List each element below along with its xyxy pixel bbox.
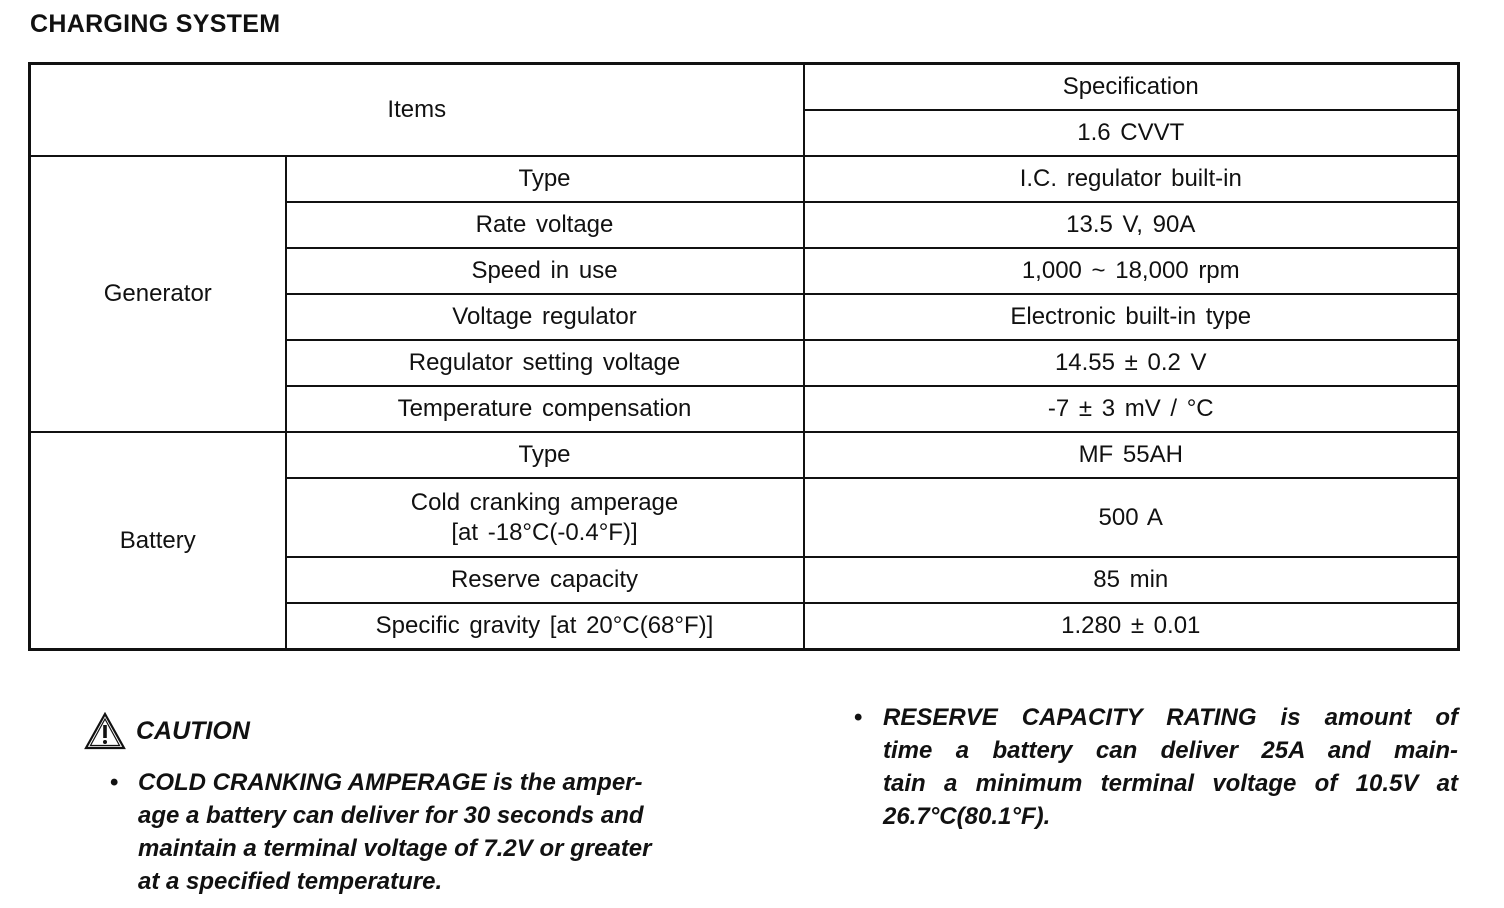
item-cell: Speed in use — [286, 248, 804, 294]
group-label-generator: Generator — [30, 156, 286, 432]
note-text-line: RESERVE CAPACITY RATING is amount of — [883, 704, 1458, 731]
item-cell: Voltage regulator — [286, 294, 804, 340]
spec-cell: 500 A — [804, 478, 1459, 557]
item-cell: Type — [286, 432, 804, 478]
caution-title: CAUTION — [136, 716, 250, 745]
spec-cell: -7 ± 3 mV / °C — [804, 386, 1459, 432]
caution-text-line: maintain a terminal voltage of 7.2V or greater — [138, 835, 652, 862]
spec-cell: 85 min — [804, 557, 1459, 603]
item-cell-line: [at -18°C(-0.4°F)] — [451, 518, 638, 546]
reserve-capacity-note — [852, 701, 1458, 833]
note-text-line: 26.7°C(80.1°F). — [883, 803, 1051, 830]
note-bullet-item — [852, 701, 1458, 833]
items-header: Items — [30, 64, 804, 157]
spec-cell: 14.55 ± 0.2 V — [804, 340, 1459, 386]
spec-cell: Electronic built-in type — [804, 294, 1459, 340]
item-cell: Specific gravity [at 20°C(68°F)] — [286, 603, 804, 650]
note-text-line: tain a minimum terminal voltage of 10.5V at — [883, 770, 1458, 797]
engine-header: 1.6 CVVT — [804, 110, 1459, 156]
bullet-marker: • — [854, 704, 863, 731]
spec-cell: MF 55AH — [804, 432, 1459, 478]
item-cell: Temperature compensation — [286, 386, 804, 432]
warning-triangle-icon — [84, 712, 126, 750]
charging-system-table — [28, 62, 1460, 651]
caution-text-line: COLD CRANKING AMPERAGE is the amper- — [138, 769, 643, 796]
page-title: CHARGING SYSTEM — [30, 10, 281, 38]
caution-bullet-item — [84, 766, 718, 898]
table-row — [30, 432, 1459, 478]
specification-header: Specification — [804, 64, 1459, 111]
item-cell — [286, 478, 804, 557]
spec-cell: 1.280 ± 0.01 — [804, 603, 1459, 650]
caution-heading — [84, 712, 724, 750]
bullet-marker: • — [110, 769, 119, 796]
caution-text-line: age a battery can deliver for 30 seconds and — [138, 802, 644, 829]
item-cell-line: Cold cranking amperage — [410, 488, 679, 516]
caution-text-line: at a specified temperature. — [138, 868, 443, 895]
item-cell: Rate voltage — [286, 202, 804, 248]
item-cell: Type — [286, 156, 804, 202]
table-row — [30, 156, 1459, 202]
group-label-battery: Battery — [30, 432, 286, 650]
note-text-line: time a battery can deliver 25A and main- — [883, 737, 1458, 764]
item-cell: Regulator setting voltage — [286, 340, 804, 386]
item-cell: Reserve capacity — [286, 557, 804, 603]
spec-cell: 13.5 V, 90A — [804, 202, 1459, 248]
table-header-row — [30, 64, 1459, 111]
spec-cell: I.C. regulator built-in — [804, 156, 1459, 202]
spec-cell: 1,000 ~ 18,000 rpm — [804, 248, 1459, 294]
caution-block — [84, 712, 724, 898]
